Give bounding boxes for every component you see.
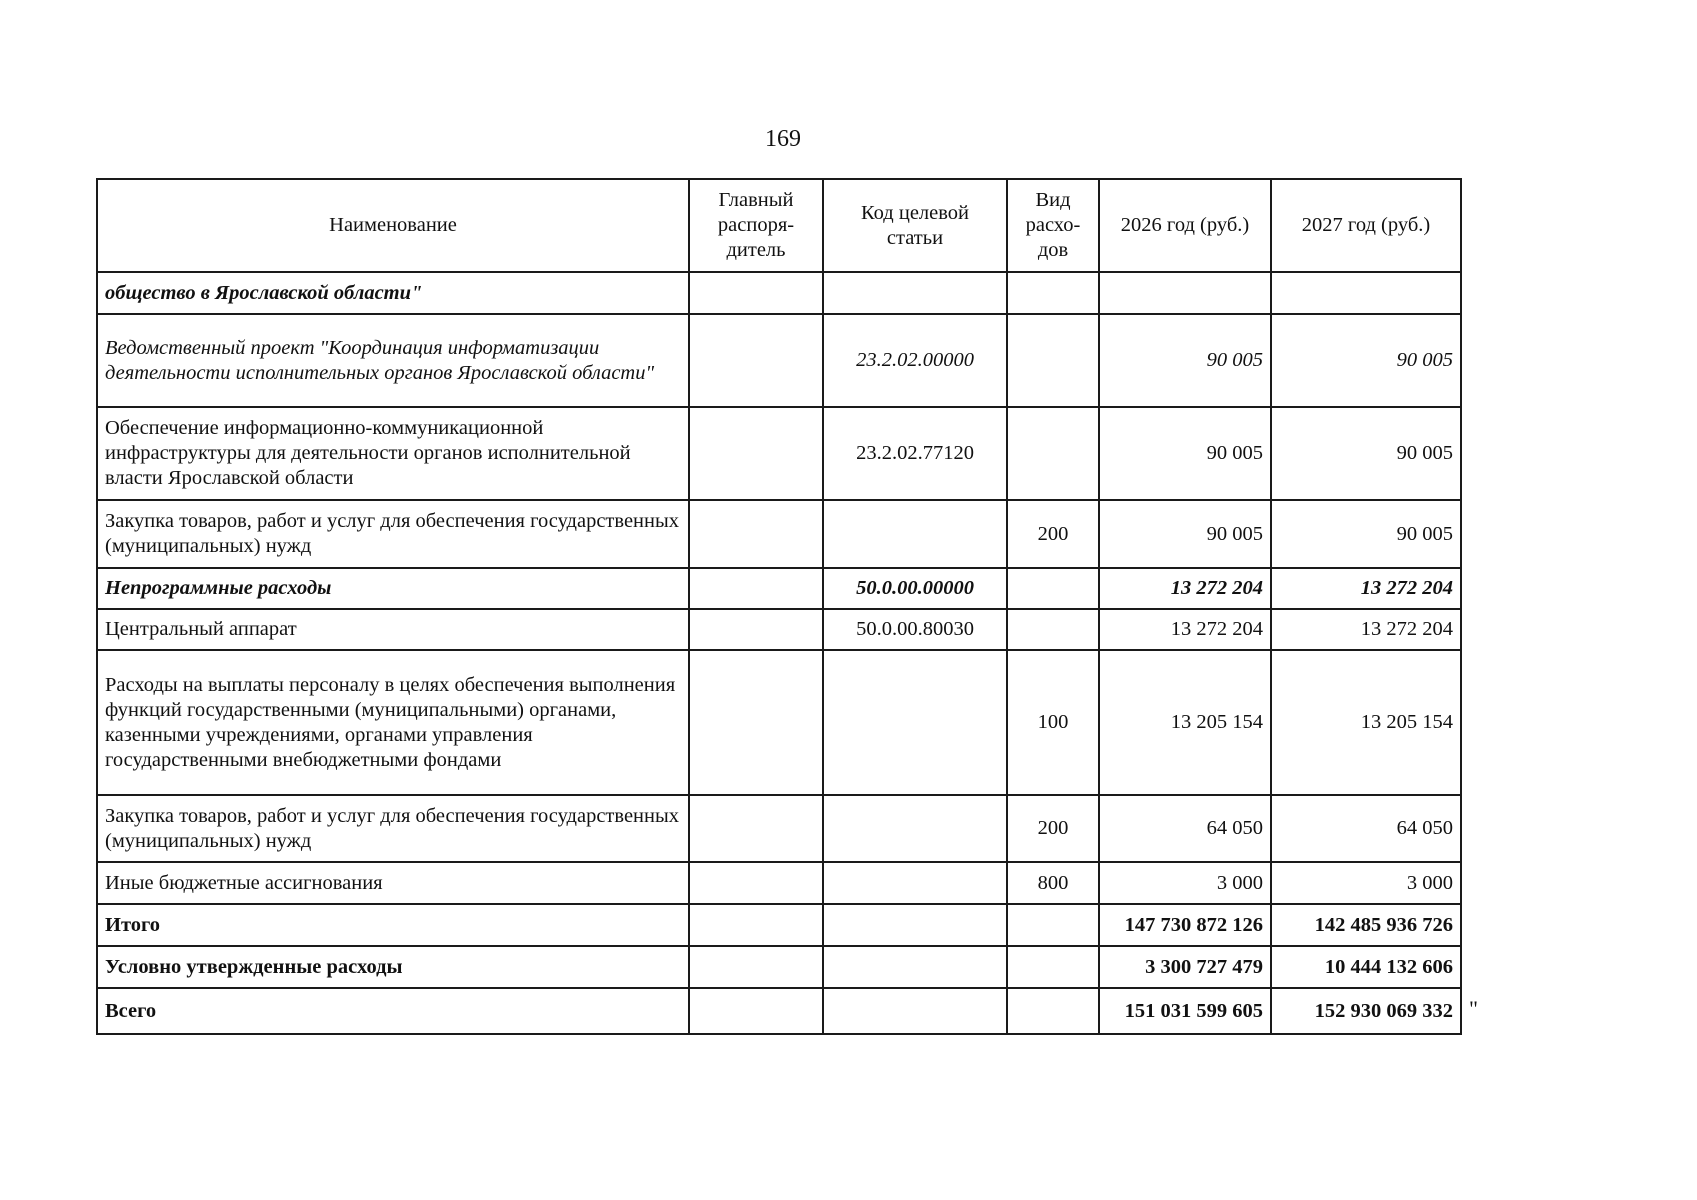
row-name: Условно утвержденные расходы [97, 946, 689, 988]
row-name: Расходы на выплаты персоналу в целях обеспечения выполнения функций государственными (муниципальными) органами, казенными учреждениями, органами управления государственными внебюджетными фондами [97, 650, 689, 795]
row-amount-2026: 13 205 154 [1099, 650, 1271, 795]
row-amount-2027: 142 485 936 726 [1271, 904, 1461, 946]
row-amount-2026: 90 005 [1099, 314, 1271, 407]
row-amount-2026: 90 005 [1099, 500, 1271, 568]
row-target-code: 23.2.02.00000 [823, 314, 1007, 407]
row-target-code [823, 862, 1007, 904]
row-main-manager [689, 650, 823, 795]
row-amount-2027: 90 005 [1271, 407, 1461, 500]
row-amount-2027: 152 930 069 332 [1271, 988, 1461, 1034]
table-row [97, 568, 1461, 609]
row-main-manager [689, 500, 823, 568]
row-amount-2027: 13 205 154 [1271, 650, 1461, 795]
row-expense-type [1007, 314, 1099, 407]
page-number: 169 [765, 126, 801, 152]
row-target-code: 50.0.00.00000 [823, 568, 1007, 609]
row-name: Ведомственный проект "Координация информатизации деятельности исполнительных органов Ярославской области" [97, 314, 689, 407]
row-name: Непрограммные расходы [97, 568, 689, 609]
row-amount-2026: 147 730 872 126 [1099, 904, 1271, 946]
row-amount-2026: 3 300 727 479 [1099, 946, 1271, 988]
row-name: Центральный аппарат [97, 609, 689, 650]
row-expense-type: 200 [1007, 795, 1099, 862]
table-row [97, 500, 1461, 568]
row-main-manager [689, 988, 823, 1034]
table-row-total [97, 904, 1461, 946]
row-expense-type: 800 [1007, 862, 1099, 904]
table-header-row [97, 179, 1461, 272]
row-name: Всего [97, 988, 689, 1034]
row-target-code: 50.0.00.80030 [823, 609, 1007, 650]
row-amount-2027: 3 000 [1271, 862, 1461, 904]
closing-quote: " [1469, 996, 1478, 1021]
table-row [97, 862, 1461, 904]
row-main-manager [689, 862, 823, 904]
row-main-manager [689, 609, 823, 650]
row-amount-2027: 13 272 204 [1271, 568, 1461, 609]
table-row [97, 407, 1461, 500]
row-expense-type [1007, 904, 1099, 946]
row-target-code [823, 988, 1007, 1034]
header-target-code: Код целевой статьи [823, 179, 1007, 272]
row-amount-2026: 13 272 204 [1099, 568, 1271, 609]
row-expense-type: 200 [1007, 500, 1099, 568]
row-main-manager [689, 904, 823, 946]
row-main-manager [689, 314, 823, 407]
header-year-2026: 2026 год (руб.) [1099, 179, 1271, 272]
header-name: Наименование [97, 179, 689, 272]
row-target-code: 23.2.02.77120 [823, 407, 1007, 500]
row-name: общество в Ярославской области" [97, 272, 689, 314]
table-row [97, 650, 1461, 795]
row-target-code [823, 272, 1007, 314]
row-amount-2026: 64 050 [1099, 795, 1271, 862]
row-amount-2026: 3 000 [1099, 862, 1271, 904]
row-expense-type [1007, 272, 1099, 314]
row-expense-type [1007, 568, 1099, 609]
row-target-code [823, 500, 1007, 568]
row-amount-2026: 151 031 599 605 [1099, 988, 1271, 1034]
row-target-code [823, 650, 1007, 795]
header-expense-type: Вид расхо-дов [1007, 179, 1099, 272]
table-row-conditional [97, 946, 1461, 988]
row-name: Закупка товаров, работ и услуг для обеспечения государственных (муниципальных) нужд [97, 795, 689, 862]
table-row [97, 609, 1461, 650]
row-amount-2027: 90 005 [1271, 314, 1461, 407]
row-main-manager [689, 568, 823, 609]
row-target-code [823, 946, 1007, 988]
table-row [97, 272, 1461, 314]
budget-table [96, 178, 1462, 1035]
table-row [97, 314, 1461, 407]
table-row-grand-total [97, 988, 1461, 1034]
table-row [97, 795, 1461, 862]
row-name: Иные бюджетные ассигнования [97, 862, 689, 904]
row-name: Закупка товаров, работ и услуг для обеспечения государственных (муниципальных) нужд [97, 500, 689, 568]
row-name: Обеспечение информационно-коммуникационной инфраструктуры для деятельности органов исполнительной власти Ярославской области [97, 407, 689, 500]
row-main-manager [689, 946, 823, 988]
header-main-manager: Главный распоря-дитель [689, 179, 823, 272]
row-main-manager [689, 407, 823, 500]
row-amount-2026: 90 005 [1099, 407, 1271, 500]
row-expense-type [1007, 407, 1099, 500]
row-amount-2027: 10 444 132 606 [1271, 946, 1461, 988]
header-year-2027: 2027 год (руб.) [1271, 179, 1461, 272]
row-name: Итого [97, 904, 689, 946]
row-amount-2027: 90 005 [1271, 500, 1461, 568]
row-expense-type [1007, 988, 1099, 1034]
row-expense-type [1007, 946, 1099, 988]
row-amount-2027: 13 272 204 [1271, 609, 1461, 650]
row-main-manager [689, 795, 823, 862]
row-amount-2027: 64 050 [1271, 795, 1461, 862]
row-expense-type: 100 [1007, 650, 1099, 795]
row-target-code [823, 795, 1007, 862]
row-main-manager [689, 272, 823, 314]
row-amount-2026: 13 272 204 [1099, 609, 1271, 650]
row-target-code [823, 904, 1007, 946]
row-expense-type [1007, 609, 1099, 650]
row-amount-2026 [1099, 272, 1271, 314]
row-amount-2027 [1271, 272, 1461, 314]
